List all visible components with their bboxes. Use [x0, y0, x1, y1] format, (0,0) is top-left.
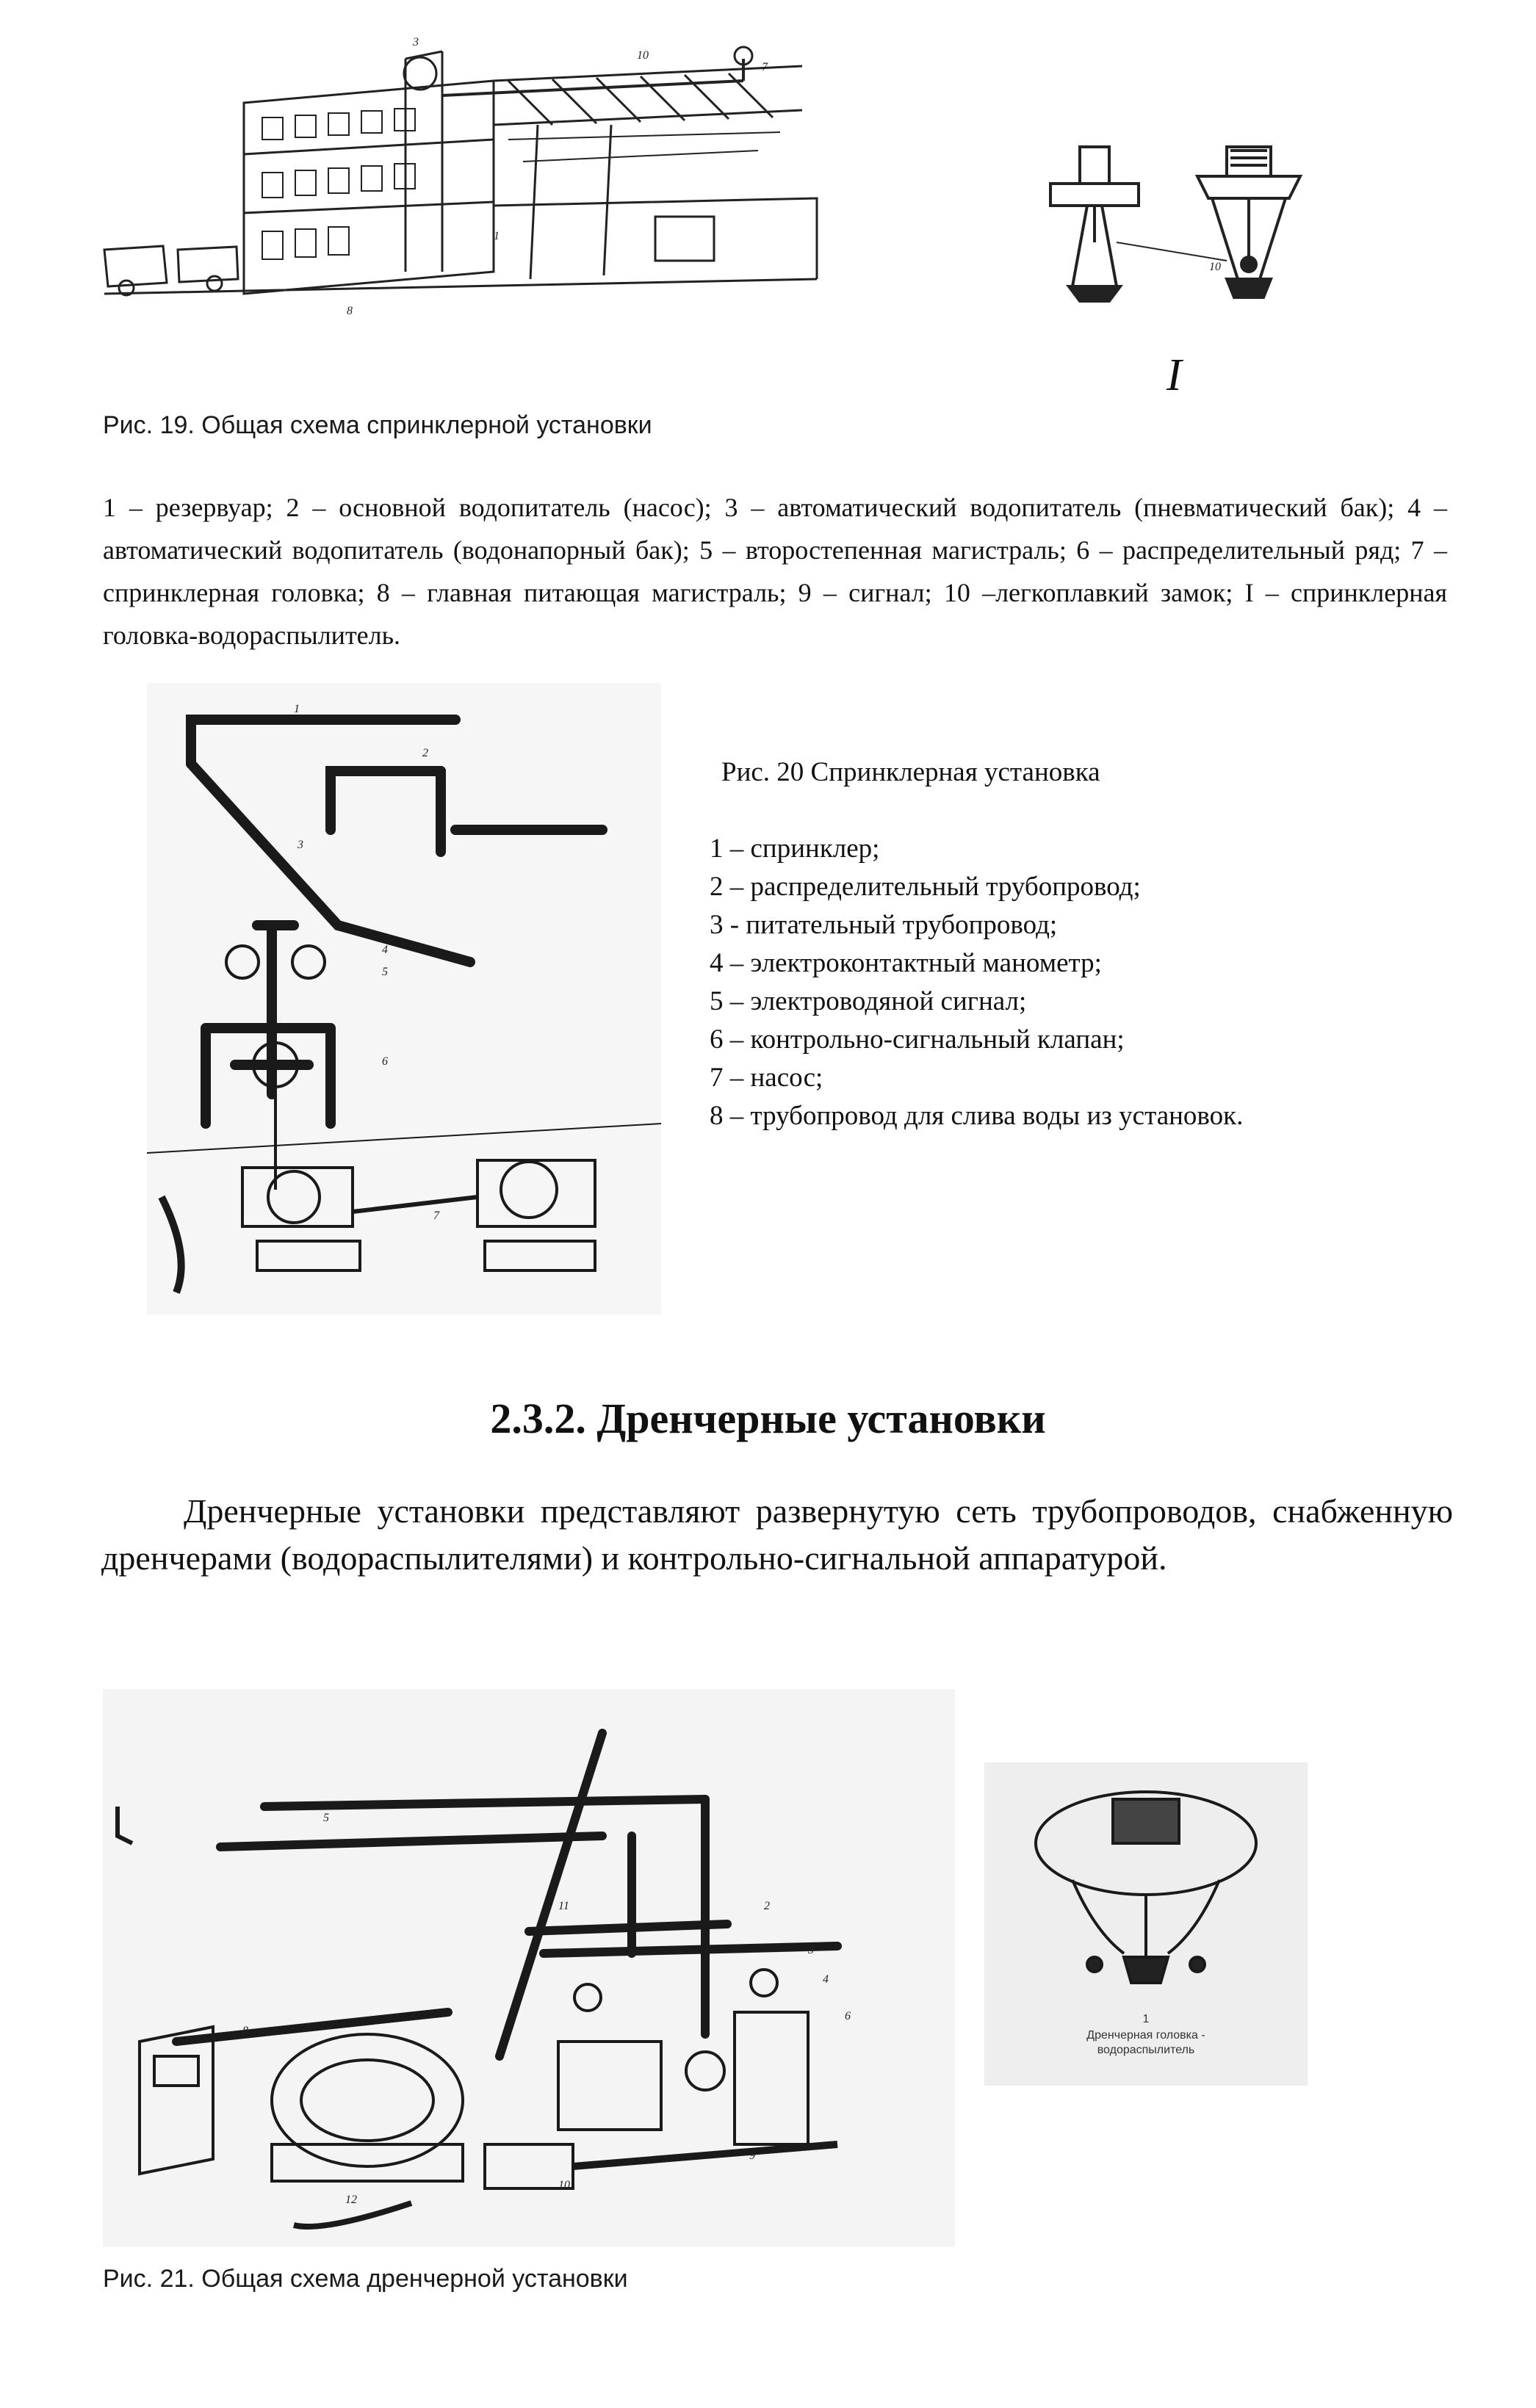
list-item: 7 – насос; — [710, 1063, 823, 1093]
section-paragraph: Дренчерные установки представляют развернутую сеть трубопроводов, снабженную дренчерами (водораспылителями) и контрольно-сигнальной аппаратурой. — [101, 1492, 1453, 1577]
svg-text:1: 1 — [294, 703, 300, 715]
svg-text:10: 10 — [637, 49, 649, 62]
svg-text:5: 5 — [323, 1812, 329, 1824]
svg-text:8: 8 — [242, 2025, 248, 2037]
svg-text:10: 10 — [558, 2179, 570, 2191]
svg-text:10: 10 — [1209, 261, 1221, 273]
list-item: 8 – трубопровод для слива воды из установок. — [710, 1101, 1244, 1131]
fig21-head-number: 1 — [1142, 2013, 1150, 2025]
section-heading: 2.3.2. Дренчерные установки — [490, 1395, 1046, 1442]
svg-text:2: 2 — [764, 1900, 770, 1912]
list-item: 2 – распределительный трубопровод; — [710, 872, 1141, 902]
svg-text:7: 7 — [433, 1210, 439, 1222]
svg-text:2: 2 — [422, 747, 428, 759]
svg-text:12: 12 — [345, 2194, 357, 2206]
svg-text:9: 9 — [749, 2150, 755, 2162]
fig20-legend-list — [710, 830, 1243, 1135]
svg-text:8: 8 — [347, 305, 353, 317]
fig19-sprinkler-head-drawing — [1028, 132, 1322, 330]
svg-text:1: 1 — [494, 230, 500, 242]
fig20-drawing — [147, 683, 661, 1315]
list-item: 5 – электроводяной сигнал; — [710, 986, 1027, 1016]
fig21-caption: Рис. 21. Общая схема дренчерной установки — [103, 2265, 628, 2293]
svg-text:3: 3 — [413, 36, 419, 48]
fig19-roman-label: I — [1167, 350, 1182, 400]
fig19-legend: 1 – резервуар; 2 – основной водопитатель (насос); 3 – автоматический водопитатель (пневматический бак); 4 – автоматический водопитатель (водонапорный бак); 5 – второстепенная магистраль; 6 – распределительный ряд; 7 – спринклерная головка; 8 – главная питающая магистраль; 9 – сигнал; 10 –легкоплавкий замок; I – спринклерная головка-водораспылитель. — [103, 493, 1447, 650]
list-item: 3 - питательный трубопровод; — [710, 910, 1058, 940]
svg-text:3: 3 — [298, 839, 303, 851]
svg-text:5: 5 — [382, 966, 388, 978]
fig21-drawing — [103, 1689, 955, 2247]
list-item: 4 – электроконтактный манометр; — [710, 948, 1102, 978]
svg-text:4: 4 — [823, 1973, 829, 1986]
list-item: 1 – спринклер; — [710, 834, 880, 864]
svg-text:6: 6 — [382, 1055, 388, 1068]
svg-text:11: 11 — [558, 1900, 569, 1912]
svg-text:5: 5 — [588, 1768, 594, 1780]
svg-text:3: 3 — [808, 1944, 814, 1956]
fig20-caption: Рис. 20 Спринклерная установка — [721, 757, 1100, 787]
svg-text:6: 6 — [845, 2010, 851, 2022]
fig19-caption: Рис. 19. Общая схема спринклерной установки — [103, 411, 652, 439]
svg-text:4: 4 — [382, 944, 388, 956]
svg-text:7: 7 — [762, 61, 768, 73]
fig21-head-label: Дренчерная головка - водораспылитель — [1086, 2029, 1205, 2056]
fig19-building-drawing — [97, 29, 824, 323]
list-item: 6 – контрольно-сигнальный клапан; — [710, 1024, 1125, 1055]
